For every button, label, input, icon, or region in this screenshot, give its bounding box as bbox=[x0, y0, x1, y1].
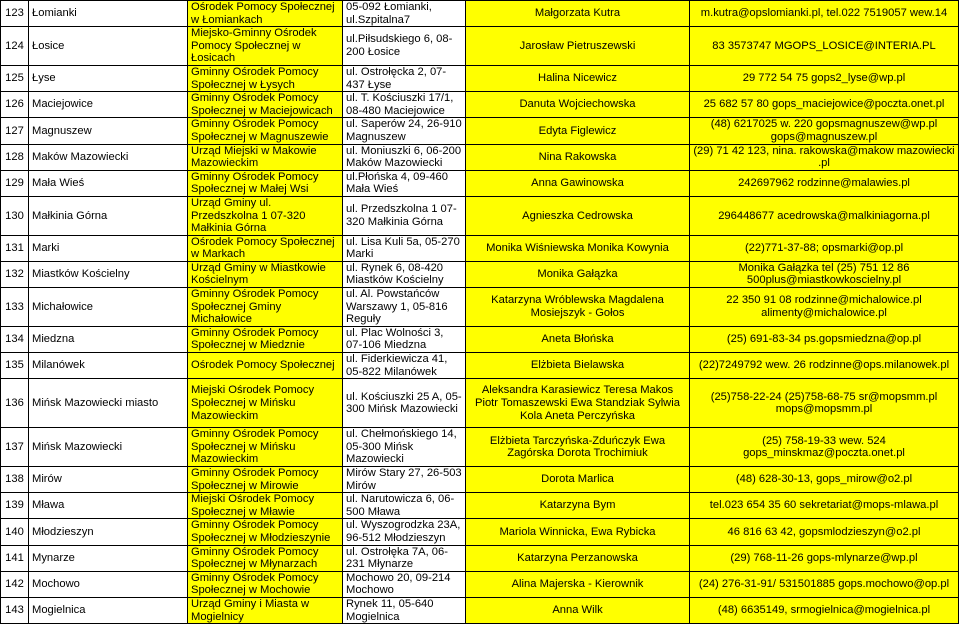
row-number: 137 bbox=[1, 428, 29, 467]
municipality-name: Młodzieszyn bbox=[29, 519, 188, 545]
table-row bbox=[1, 379, 959, 428]
table-row bbox=[1, 118, 959, 144]
address: ul.Płońska 4, 09-460 Mała Wieś bbox=[343, 170, 466, 196]
contact-details: (25)758-22-24 (25)758-68-75 sr@mopsmm.pl mops@mopsmm.pl bbox=[690, 379, 959, 428]
table-row bbox=[1, 493, 959, 519]
contact-person: Elżbieta Bielawska bbox=[466, 353, 690, 379]
address: ul. Lisa Kuli 5a, 05-270 Marki bbox=[343, 235, 466, 261]
row-number: 138 bbox=[1, 467, 29, 493]
address: ul. Wyszogrodzka 23A, 96-512 Młodzieszyn bbox=[343, 519, 466, 545]
address: ul. Saperów 24, 26-910 Magnuszew bbox=[343, 118, 466, 144]
contact-person: Edyta Figlewicz bbox=[466, 118, 690, 144]
institution-name: Urząd Gminy ul. Przedszkolna 1 07-320 Małkinia Górna bbox=[188, 196, 343, 235]
contact-details: (22)7249792 wew. 26 rodzinne@ops.milanowek.pl bbox=[690, 353, 959, 379]
institution-name: Gminny Ośrodek Pomocy Społecznej w Młynarzach bbox=[188, 545, 343, 571]
row-number: 131 bbox=[1, 235, 29, 261]
contact-details: m.kutra@opslomianki.pl, tel.022 7519057 wew.14 bbox=[690, 1, 959, 27]
institution-name: Gminny Ośrodek Pomocy Społecznej w Małej Wsi bbox=[188, 170, 343, 196]
table-row bbox=[1, 288, 959, 327]
contact-person: Jarosław Pietruszewski bbox=[466, 27, 690, 66]
contact-person: Katarzyna Bym bbox=[466, 493, 690, 519]
address: ul. Ostrołęcka 2, 07-437 Łyse bbox=[343, 65, 466, 91]
contact-details: 29 772 54 75 gops2_lyse@wp.pl bbox=[690, 65, 959, 91]
table-row bbox=[1, 235, 959, 261]
row-number: 130 bbox=[1, 196, 29, 235]
contact-details: (29) 768-11-26 gops-mlynarze@wp.pl bbox=[690, 545, 959, 571]
institution-name: Urząd Gminy w Miastkowie Kościelnym bbox=[188, 261, 343, 287]
row-number: 136 bbox=[1, 379, 29, 428]
contact-person: Aneta Błońska bbox=[466, 326, 690, 352]
row-number: 140 bbox=[1, 519, 29, 545]
table-row bbox=[1, 1, 959, 27]
table-row bbox=[1, 326, 959, 352]
municipality-name: Łosice bbox=[29, 27, 188, 66]
contact-details: (22)771-37-88; opsmarki@op.pl bbox=[690, 235, 959, 261]
row-number: 139 bbox=[1, 493, 29, 519]
municipality-name: Magnuszew bbox=[29, 118, 188, 144]
institution-name: Gminny Ośrodek Pomocy Społecznej w Miedznie bbox=[188, 326, 343, 352]
contact-details: 242697962 rodzinne@malawies.pl bbox=[690, 170, 959, 196]
contact-person: Alina Majerska - Kierownik bbox=[466, 571, 690, 597]
address: ul. Plac Wolności 3, 07-106 Miedzna bbox=[343, 326, 466, 352]
contact-person: Katarzyna Wróblewska Magdalena Mosiejszyk - Gołos bbox=[466, 288, 690, 327]
row-number: 132 bbox=[1, 261, 29, 287]
contact-person: Katarzyna Perzanowska bbox=[466, 545, 690, 571]
row-number: 125 bbox=[1, 65, 29, 91]
contact-details: 22 350 91 08 rodzinne@michalowice.pl alimenty@michalowice.pl bbox=[690, 288, 959, 327]
institution-name: Gminny Ośrodek Pomocy Społecznej w Magnuszewie bbox=[188, 118, 343, 144]
contact-details: (48) 6635149, srmogielnica@mogielnica.pl bbox=[690, 597, 959, 623]
row-number: 142 bbox=[1, 571, 29, 597]
institution-name: Gminny Ośrodek Pomocy Społecznej w Mochowie bbox=[188, 571, 343, 597]
table-row bbox=[1, 144, 959, 170]
contact-details: (29) 71 42 123, nina. rakowska@makow mazowiecki .pl bbox=[690, 144, 959, 170]
address: Rynek 11, 05-640 Mogielnica bbox=[343, 597, 466, 623]
address: ul. T. Kościuszki 17/1, 08-480 Maciejowice bbox=[343, 92, 466, 118]
row-number: 129 bbox=[1, 170, 29, 196]
contact-person: Monika Gałązka bbox=[466, 261, 690, 287]
row-number: 133 bbox=[1, 288, 29, 327]
institution-name: Ośrodek Pomocy Społecznej w Markach bbox=[188, 235, 343, 261]
contact-details: 46 816 63 42, gopsmlodzieszyn@o2.pl bbox=[690, 519, 959, 545]
row-number: 126 bbox=[1, 92, 29, 118]
municipality-name: Mynarze bbox=[29, 545, 188, 571]
table-row bbox=[1, 353, 959, 379]
contact-details: (24) 276-31-91/ 531501885 gops.mochowo@op.pl bbox=[690, 571, 959, 597]
institution-name: Gminny Ośrodek Pomocy Społecznej Gminy Michałowice bbox=[188, 288, 343, 327]
address: ul. Al. Powstańców Warszawy 1, 05-816 Reguły bbox=[343, 288, 466, 327]
contact-details: (48) 6217025 w. 220 gopsmagnuszew@wp.pl gops@magnuszew.pl bbox=[690, 118, 959, 144]
table-row bbox=[1, 92, 959, 118]
table-row bbox=[1, 571, 959, 597]
contact-person: Mariola Winnicka, Ewa Rybicka bbox=[466, 519, 690, 545]
institution-name: Urząd Gminy i Miasta w Mogielnicy bbox=[188, 597, 343, 623]
address: 05-092 Łomianki, ul.Szpitalna7 bbox=[343, 1, 466, 27]
contact-person: Danuta Wojciechowska bbox=[466, 92, 690, 118]
contact-person: Nina Rakowska bbox=[466, 144, 690, 170]
row-number: 128 bbox=[1, 144, 29, 170]
municipality-name: Maciejowice bbox=[29, 92, 188, 118]
contact-person: Dorota Marlica bbox=[466, 467, 690, 493]
municipality-name: Mińsk Mazowiecki miasto bbox=[29, 379, 188, 428]
contact-details: (25) 691-83-34 ps.gopsmiedzna@op.pl bbox=[690, 326, 959, 352]
municipality-name: Miastków Kościelny bbox=[29, 261, 188, 287]
table-row bbox=[1, 545, 959, 571]
address: ul. Fiderkiewicza 41, 05-822 Milanówek bbox=[343, 353, 466, 379]
municipality-name: Mińsk Mazowiecki bbox=[29, 428, 188, 467]
municipality-name: Marki bbox=[29, 235, 188, 261]
address: ul. Moniuszki 6, 06-200 Maków Mazowiecki bbox=[343, 144, 466, 170]
row-number: 134 bbox=[1, 326, 29, 352]
contact-person: Halina Nicewicz bbox=[466, 65, 690, 91]
institution-name: Gminny Ośrodek Pomocy Społecznej w Maciejowicach bbox=[188, 92, 343, 118]
institution-name: Gminny Ośrodek Pomocy Społecznej w Młodzieszynie bbox=[188, 519, 343, 545]
contact-details: tel.023 654 35 60 sekretariat@mops-mlawa.pl bbox=[690, 493, 959, 519]
table-row bbox=[1, 196, 959, 235]
municipality-name: Mirów bbox=[29, 467, 188, 493]
address: Mirów Stary 27, 26-503 Mirów bbox=[343, 467, 466, 493]
institution-name: Urząd Miejski w Makowie Mazowieckim bbox=[188, 144, 343, 170]
contact-person: Aleksandra Karasiewicz Teresa Makos Piotr Tomaszewski Ewa Standziak Sylwia Kola Aneta Perczyńska bbox=[466, 379, 690, 428]
table-row bbox=[1, 428, 959, 467]
contact-person: Monika Wiśniewska Monika Kowynia bbox=[466, 235, 690, 261]
row-number: 143 bbox=[1, 597, 29, 623]
table-row bbox=[1, 27, 959, 66]
municipality-name: Małkinia Górna bbox=[29, 196, 188, 235]
table-row bbox=[1, 519, 959, 545]
table-body bbox=[1, 1, 959, 624]
address: ul. Kościuszki 25 A, 05-300 Mińsk Mazowiecki bbox=[343, 379, 466, 428]
municipality-name: Milanówek bbox=[29, 353, 188, 379]
institution-name: Miejsko-Gminny Ośrodek Pomocy Społecznej w Łosicach bbox=[188, 27, 343, 66]
contact-details: 25 682 57 80 gops_maciejowice@poczta.onet.pl bbox=[690, 92, 959, 118]
contact-details: 83 3573747 MGOPS_LOSICE@INTERIA.PL bbox=[690, 27, 959, 66]
institution-name: Gminny Ośrodek Pomocy Społecznej w Łysych bbox=[188, 65, 343, 91]
institution-name: Ośrodek Pomocy Społecznej bbox=[188, 353, 343, 379]
table-row bbox=[1, 170, 959, 196]
row-number: 141 bbox=[1, 545, 29, 571]
institution-name: Gminny Ośrodek Pomocy Społecznej w Mińsku Mazowieckim bbox=[188, 428, 343, 467]
table-row bbox=[1, 261, 959, 287]
table-row bbox=[1, 467, 959, 493]
contact-details: Monika Gałązka tel (25) 751 12 86 500plus@miastkowkoscielny.pl bbox=[690, 261, 959, 287]
contact-person: Elżbieta Tarczyńska-Zduńczyk Ewa Zagórska Dorota Trochimiuk bbox=[466, 428, 690, 467]
municipality-name: Łomianki bbox=[29, 1, 188, 27]
institution-name: Miejski Ośrodek Pomocy Społecznej w Mińsku Mazowieckim bbox=[188, 379, 343, 428]
row-number: 127 bbox=[1, 118, 29, 144]
address: ul. Ostrołęka 7A, 06-231 Młynarze bbox=[343, 545, 466, 571]
municipality-name: Maków Mazowiecki bbox=[29, 144, 188, 170]
contact-details: (48) 628-30-13, gops_mirow@o2.pl bbox=[690, 467, 959, 493]
address: Mochowo 20, 09-214 Mochowo bbox=[343, 571, 466, 597]
contact-details: 296448677 acedrowska@malkiniagorna.pl bbox=[690, 196, 959, 235]
municipality-name: Mogielnica bbox=[29, 597, 188, 623]
municipality-name: Michałowice bbox=[29, 288, 188, 327]
address: ul. Rynek 6, 08-420 Miastków Kościelny bbox=[343, 261, 466, 287]
table-row bbox=[1, 597, 959, 623]
row-number: 123 bbox=[1, 1, 29, 27]
row-number: 135 bbox=[1, 353, 29, 379]
row-number: 124 bbox=[1, 27, 29, 66]
address: ul. Narutowicza 6, 06-500 Mława bbox=[343, 493, 466, 519]
table-row bbox=[1, 65, 959, 91]
contact-details: (25) 758-19-33 wew. 524 gops_minskmaz@poczta.onet.pl bbox=[690, 428, 959, 467]
institution-name: Gminny Ośrodek Pomocy Społecznej w Mirowie bbox=[188, 467, 343, 493]
address: ul. Chełmońskiego 14, 05-300 Mińsk Mazowiecki bbox=[343, 428, 466, 467]
contact-person: Małgorzata Kutra bbox=[466, 1, 690, 27]
address: ul. Przedszkolna 1 07-320 Małkinia Górna bbox=[343, 196, 466, 235]
address: ul.Piłsudskiego 6, 08-200 Łosice bbox=[343, 27, 466, 66]
institution-name: Ośrodek Pomocy Społecznej w Łomiankach bbox=[188, 1, 343, 27]
municipality-name: Mochowo bbox=[29, 571, 188, 597]
municipality-name: Łyse bbox=[29, 65, 188, 91]
municipality-name: Mała Wieś bbox=[29, 170, 188, 196]
contact-person: Anna Gawinowska bbox=[466, 170, 690, 196]
contact-person: Agnieszka Cedrowska bbox=[466, 196, 690, 235]
contact-person: Anna Wilk bbox=[466, 597, 690, 623]
municipality-name: Mława bbox=[29, 493, 188, 519]
institution-name: Miejski Ośrodek Pomocy Społecznej w Mławie bbox=[188, 493, 343, 519]
municipality-name: Miedzna bbox=[29, 326, 188, 352]
